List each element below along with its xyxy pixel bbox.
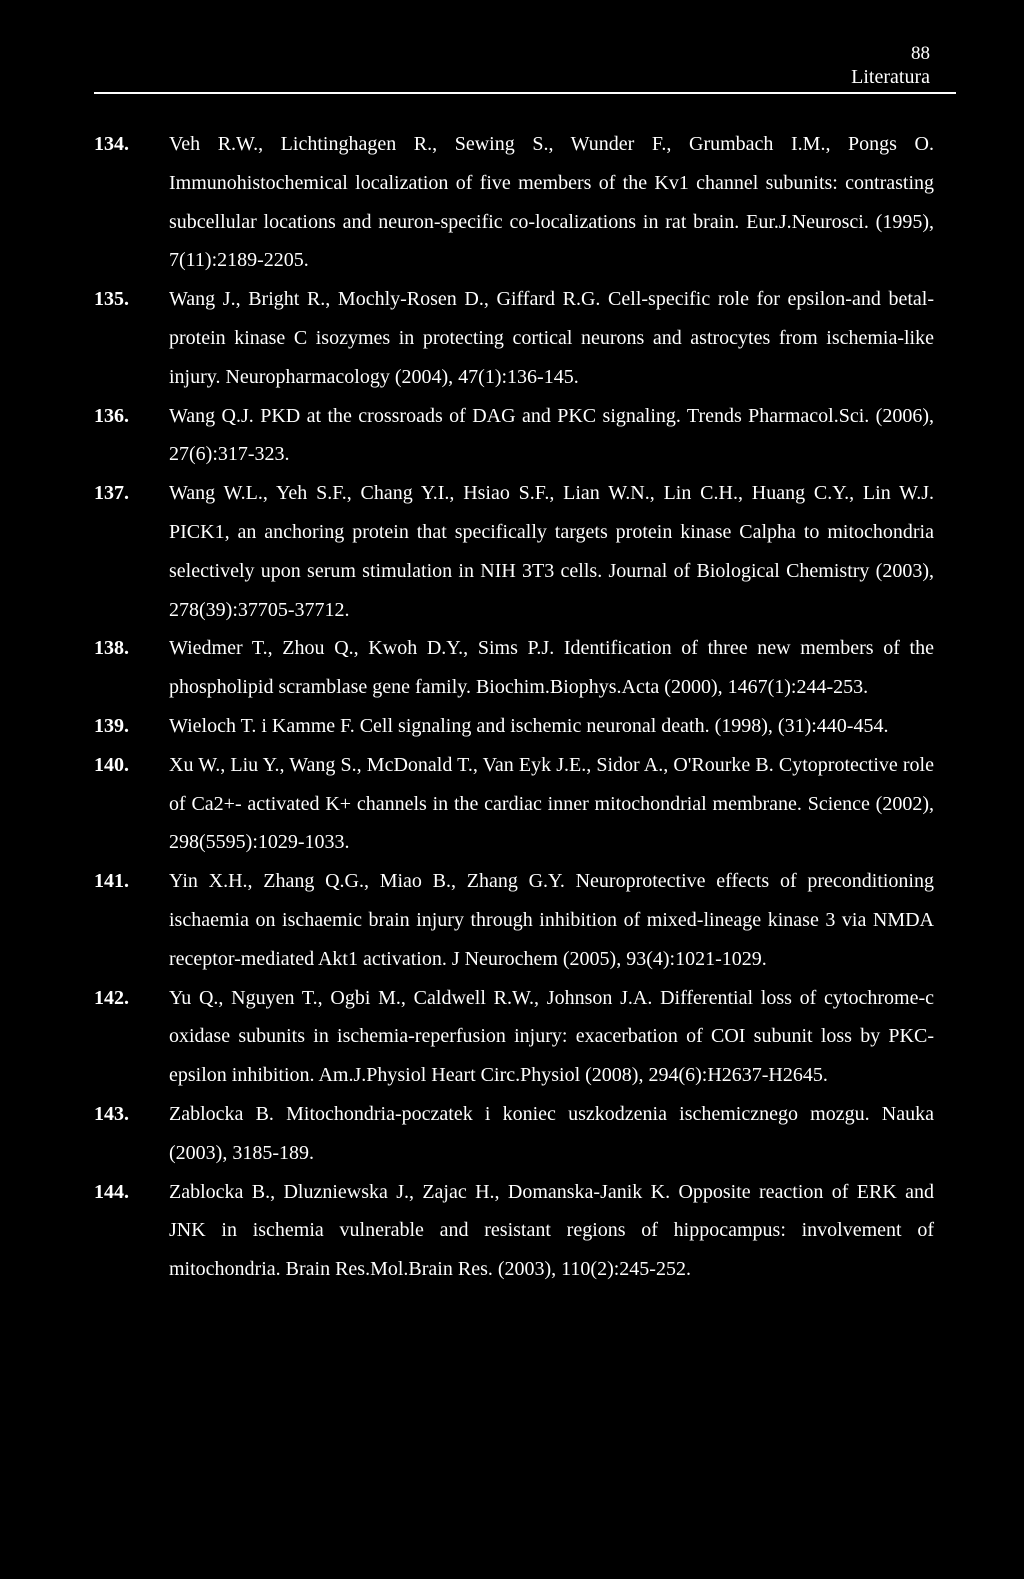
reference-text: Veh R.W., Lichtinghagen R., Sewing S., Wunder F., Grumbach I.M., Pongs O. Immunohistochemical localization of five members of the Kv1 channel subunits: contrasting subcellular locations and neuron-specific co-localizations in rat brain. Eur.J.Neurosci. (1995), 7(11):2189-2205.	[169, 133, 934, 272]
reference-number: 142.	[94, 986, 129, 1009]
reference-text: Wieloch T. i Kamme F. Cell signaling and ischemic neuronal death. (1998), (31):440-454.	[169, 714, 889, 737]
reference-entry	[94, 707, 934, 746]
reference-text: Yu Q., Nguyen T., Ogbi M., Caldwell R.W., Johnson J.A. Differential loss of cytochrome-c oxidase subunits in ischemia-reperfusion injury: exacerbation of COI subunit loss by PKC-epsilon inhibition. Am.J.Physiol Heart Circ.Physiol (2008), 294(6):H2637-H2645.	[169, 986, 934, 1087]
reference-number: 139.	[94, 714, 129, 737]
reference-entry	[94, 474, 934, 629]
reference-number: 134.	[94, 133, 129, 155]
reference-entry	[94, 862, 934, 978]
page-number: 88	[911, 43, 930, 64]
reference-text: Xu W., Liu Y., Wang S., McDonald T., Van Eyk J.E., Sidor A., O'Rourke B. Cytoprotective role of Ca2+- activated K+ channels in the cardiac inner mitochondrial membrane. Science (2002), 298(5595):1029-1033.	[169, 753, 934, 854]
reference-entry	[94, 397, 934, 475]
reference-number: 143.	[94, 1102, 129, 1125]
header-divider	[94, 92, 956, 94]
reference-entry	[94, 979, 934, 1095]
reference-entry	[94, 629, 934, 707]
reference-number: 144.	[94, 1180, 129, 1203]
reference-text: Wang Q.J. PKD at the crossroads of DAG and PKC signaling. Trends Pharmacol.Sci. (2006), 27(6):317-323.	[169, 404, 934, 466]
reference-entry	[94, 746, 934, 862]
reference-entry	[94, 1095, 934, 1173]
page-header	[0, 0, 1024, 100]
reference-text: Zablocka B., Dluzniewska J., Zajac H., Domanska-Janik K. Opposite reaction of ERK and JNK in ischemia vulnerable and resistant regions of hippocampus: involvement of mitochondria. Brain Res.Mol.Brain Res. (2003), 110(2):245-252.	[169, 1180, 934, 1281]
reference-text: Yin X.H., Zhang Q.G., Miao B., Zhang G.Y. Neuroprotective effects of preconditioning ischaemia on ischaemic brain injury through inhibition of mixed-lineage kinase 3 via NMDA receptor-mediated Akt1 activation. J Neurochem (2005), 93(4):1021-1029.	[169, 870, 934, 970]
section-title: Literatura	[851, 66, 930, 88]
reference-number: 141.	[94, 870, 129, 893]
reference-text: Zablocka B. Mitochondria-poczatek i koniec uszkodzenia ischemicznego mozgu. Nauka (2003), 3185-189.	[169, 1102, 934, 1164]
reference-text: Wiedmer T., Zhou Q., Kwoh D.Y., Sims P.J. Identification of three new members of the phospholipid scramblase gene family. Biochim.Biophys.Acta (2000), 1467(1):244-253.	[169, 637, 934, 699]
reference-entry	[94, 280, 934, 396]
reference-entry	[94, 1173, 934, 1289]
reference-number: 137.	[94, 482, 129, 505]
reference-list	[94, 125, 934, 1289]
reference-text: Wang J., Bright R., Mochly-Rosen D., Giffard R.G. Cell-specific role for epsilon-and betal-protein kinase C isozymes in protecting cortical neurons and astrocytes from ischemia-like injury. Neuropharmacology (2004), 47(1):136-145.	[169, 288, 934, 388]
reference-text: Wang W.L., Yeh S.F., Chang Y.I., Hsiao S.F., Lian W.N., Lin C.H., Huang C.Y., Lin W.J. PICK1, an anchoring protein that specifically targets protein kinase Calpha to mitochondria selectively upon serum stimulation in NIH 3T3 cells. Journal of Biological Chemistry (2003), 278(39):37705-37712.	[169, 482, 934, 621]
reference-entry	[94, 125, 934, 280]
reference-number: 140.	[94, 753, 129, 776]
reference-number: 135.	[94, 288, 129, 311]
reference-number: 138.	[94, 637, 129, 660]
reference-number: 136.	[94, 404, 129, 427]
